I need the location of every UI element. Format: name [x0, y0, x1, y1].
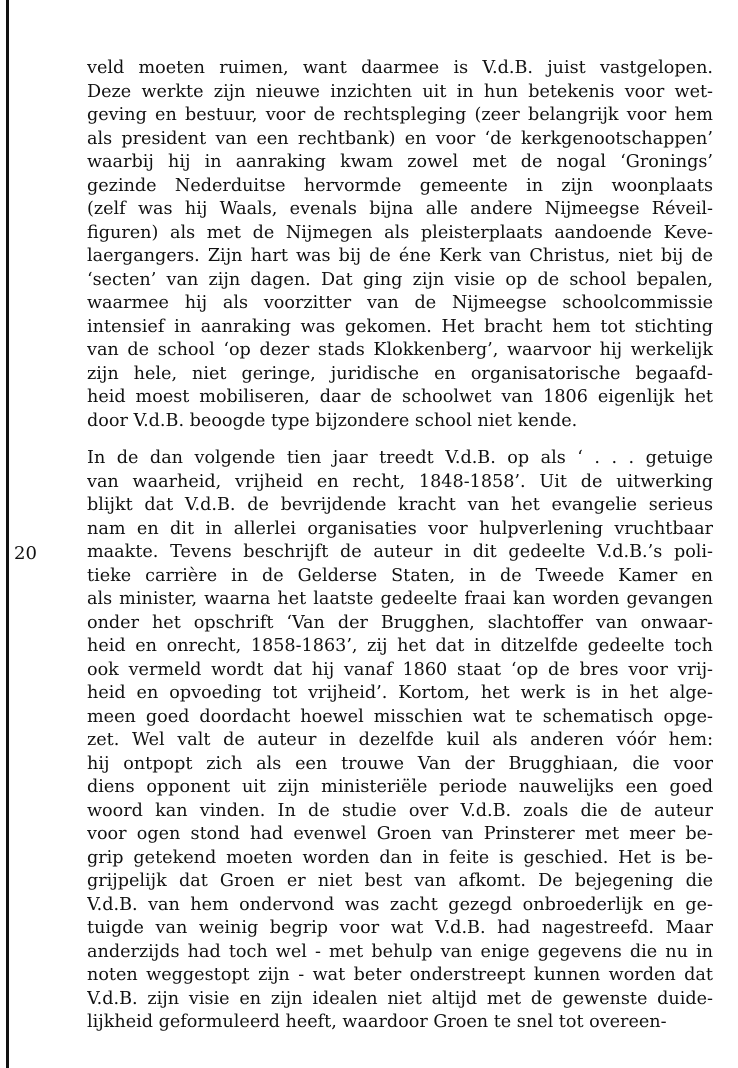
text-line: meen goed doordacht hoewel misschien wat te schematisch opge- [87, 706, 713, 727]
paragraph-2 [87, 447, 713, 1035]
text-line: Deze werkte zijn nieuwe inzichten uit in hun betekenis voor wet- [87, 81, 713, 102]
margin-line-number: 20 [14, 543, 37, 564]
text-line: grip getekend moeten worden dan in feite is geschied. Het is be- [87, 847, 713, 868]
text-line: door V.d.B. beoogde type bijzondere school niet kende. [87, 410, 578, 431]
text-line: ‘secten’ van zijn dagen. Dat ging zijn visie op de school bepalen, [87, 269, 713, 290]
text-line: heid en opvoeding tot vrijheid’. Kortom, het werk is in het alge- [87, 683, 713, 703]
text-line: van waarheid, vrijheid en recht, 1848-1858’. Uit de uitwerking [87, 471, 713, 492]
text-line: laergangers. Zijn hart was bij de éne Kerk van Christus, niet bij de [87, 246, 713, 266]
text-line: van de school ‘op dezer stads Klokkenberg’, waarvoor hij werkelijk [87, 340, 713, 360]
text-line: grijpelijk dat Groen er niet best van afkomt. De bejegening die [87, 871, 713, 891]
text-line: waarmee hij als voorzitter van de Nijmeegse schoolcommissie [87, 293, 713, 313]
text-line: maakte. Tevens beschrijft de auteur in dit gedeelte V.d.B.’s poli- [87, 542, 713, 562]
text-line: voor ogen stond had evenwel Groen van Prinsterer met meer be- [87, 824, 713, 844]
text-line: onder het opschrift ‘Van der Brugghen, slachtoffer van onwaar- [87, 612, 713, 633]
text-line: ook vermeld wordt dat hij vanaf 1860 staat ‘op de bres voor vrij- [87, 659, 713, 680]
text-line: zet. Wel valt de auteur in dezelfde kuil als anderen vóór hem: [87, 730, 713, 750]
text-line: tieke carrière in de Gelderse Staten, in de Tweede Kamer en [87, 565, 713, 586]
text-line: als minister, waarna het laatste gedeelte fraai kan worden gevangen [87, 589, 713, 609]
text-line: anderzijds had toch wel - met behulp van enige gegevens die nu in [87, 941, 713, 962]
text-line: waarbij hij in aanraking kwam zowel met de nogal ‘Gronings’ [87, 152, 713, 172]
text-line: gezinde Nederduitse hervormde gemeente in zijn woonplaats [87, 175, 713, 196]
text-line: als president van een rechtbank) en voor ‘de kerkgenootschappen’ [87, 128, 713, 149]
text-line: figuren) als met de Nijmegen als pleisterplaats aandoende Keve- [87, 222, 713, 243]
text-line: blijkt dat V.d.B. de bevrijdende kracht van het evangelie serieus [87, 495, 713, 515]
text-line: lijkheid geformuleerd heeft, waardoor Groen te snel tot overeen- [87, 1012, 667, 1032]
text-line: V.d.B. zijn visie en zijn idealen niet altijd met de gewenste duide- [87, 988, 713, 1009]
paragraph-1 [87, 57, 713, 433]
text-line: veld moeten ruimen, want daarmee is V.d.B. juist vastgelopen. [87, 58, 713, 78]
text-line: heid en onrecht, 1858-1863’, zij het dat in ditzelfde gedeelte toch [87, 636, 713, 656]
text-line: heid moest mobiliseren, daar de schoolwet van 1806 eigenlijk het [87, 387, 713, 407]
page-left-rule [6, 0, 9, 1068]
text-line: woord kan vinden. In de studie over V.d.B. zoals die de auteur [87, 800, 713, 821]
text-line: noten weggestopt zijn - wat beter onderstreept kunnen worden dat [87, 965, 713, 985]
text-line: hij ontpopt zich als een trouwe Van der Brugghiaan, die voor [87, 753, 713, 774]
text-line: intensief in aanraking was gekomen. Het bracht hem tot stichting [87, 316, 713, 337]
text-line: diens opponent uit zijn ministeriële periode nauwelijks een goed [87, 777, 713, 797]
text-line: (zelf was hij Waals, evenals bijna alle andere Nijmeegse Réveil- [87, 199, 713, 219]
text-line: In de dan volgende tien jaar treedt V.d.B. op als ‘ . . . getuige [87, 448, 713, 468]
text-line: geving en bestuur, voor de rechtspleging (zeer belangrijk voor hem [87, 105, 713, 125]
text-line: zijn hele, niet geringe, juridische en organisatorische begaafd- [87, 363, 713, 384]
text-line: V.d.B. van hem ondervond was zacht gezegd onbroederlijk en ge- [87, 894, 713, 915]
text-line: nam en dit in allerlei organisaties voor hulpverlening vruchtbaar [87, 518, 713, 539]
text-line: tuigde van weinig begrip voor wat V.d.B. had nagestreefd. Maar [87, 918, 713, 938]
